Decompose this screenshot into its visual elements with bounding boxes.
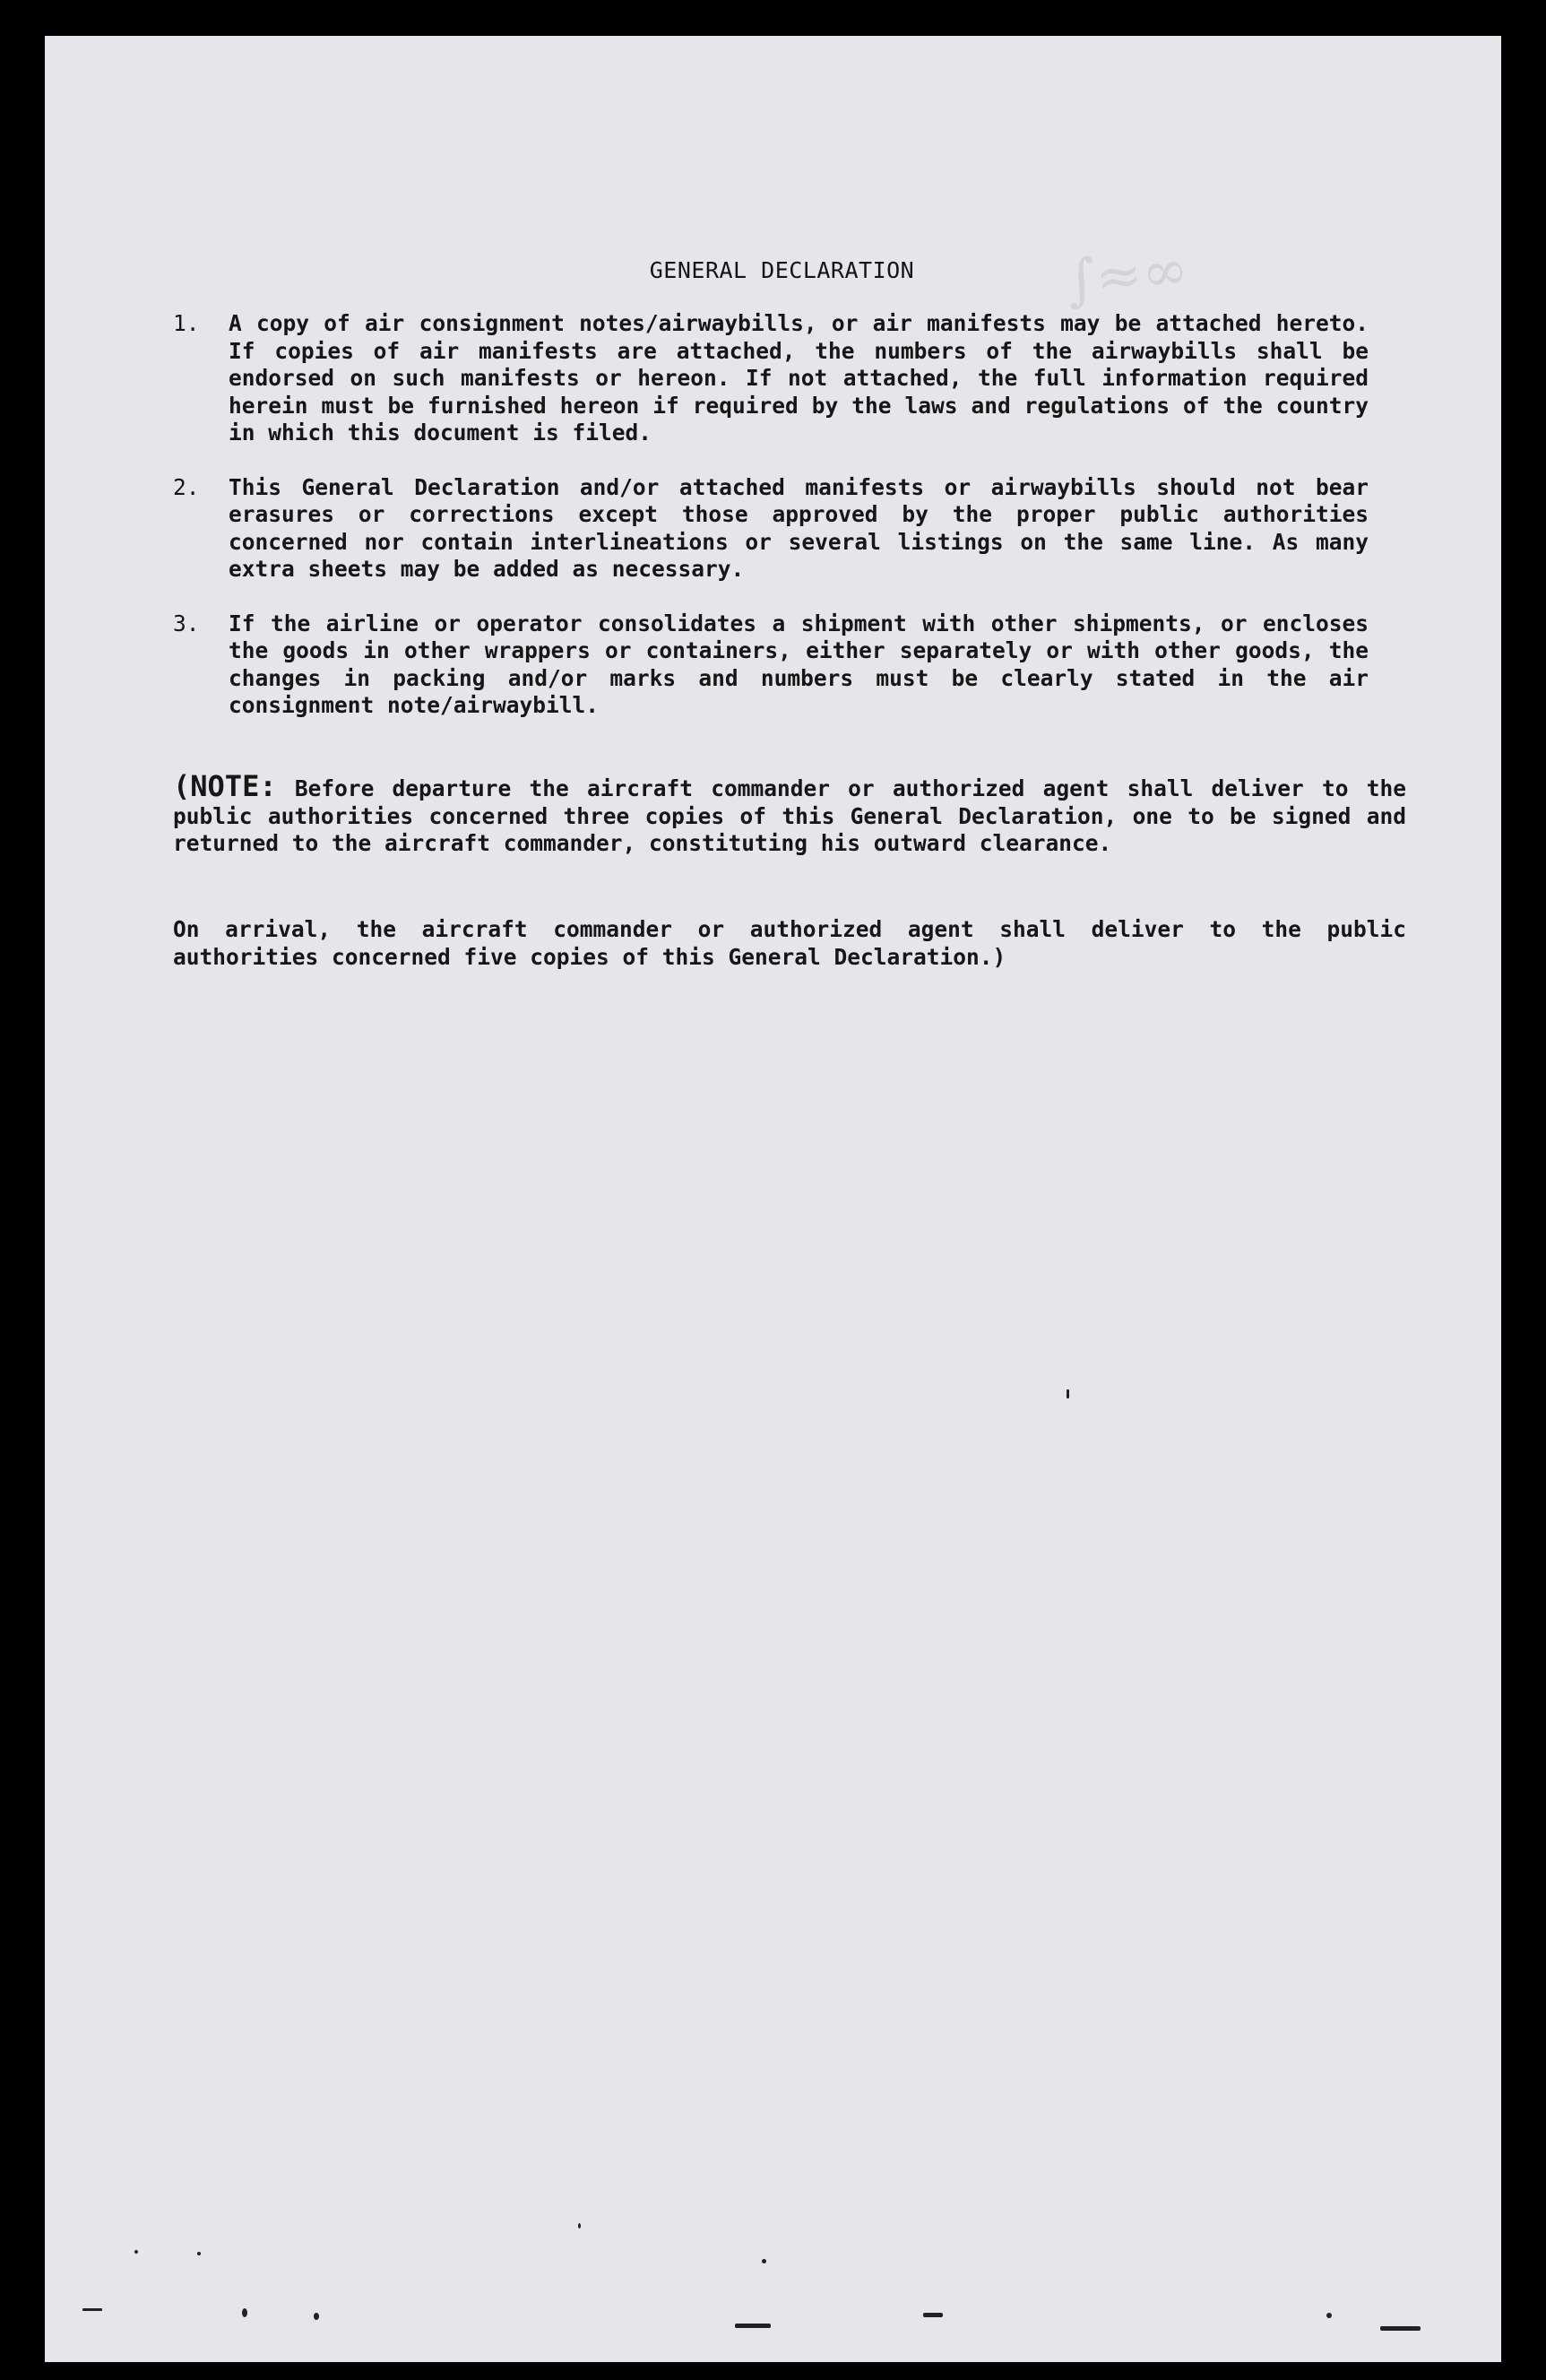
item-number: 3. (173, 610, 200, 636)
scan-speck (578, 2223, 581, 2229)
bleed-through-handwriting: ∫≈∞ (1063, 236, 1192, 314)
item-text: This General Declaration and/or attached manifests or airwaybills should not bear erasures or corrections except those approved by the proper public authorities concerned nor contain interlineations or several listings on the same line. As many extra sheets may be added as necessary. (229, 473, 1369, 582)
scan-speck (923, 2313, 943, 2317)
scan-speck (762, 2259, 766, 2263)
instruction-item-2 (173, 474, 1410, 584)
scan-speck (314, 2313, 319, 2320)
scan-speck (197, 2252, 201, 2255)
note-lead: (NOTE: (173, 769, 277, 803)
scan-speck (82, 2308, 102, 2311)
scan-speck (134, 2250, 138, 2254)
instruction-item-3 (173, 610, 1410, 720)
scan-speck (1067, 1389, 1069, 1398)
instruction-list (173, 310, 1410, 747)
scan-speck (735, 2324, 771, 2328)
arrival-paragraph: On arrival, the aircraft commander or authorized agent shall deliver to the public authorities concerned five copies of this General Declaration.) (173, 916, 1406, 970)
item-text: A copy of air consignment notes/airwaybills, or air manifests may be attached hereto. If copies of air manifests are attached, the numbers of the airwaybills shall be endorsed on such manifests or hereon. If not attached, the full information required herein must be furnished hereon if required by the laws and regulations of the country in which this document is filed. (229, 310, 1369, 446)
item-number: 1. (173, 310, 200, 336)
scan-speck (242, 2308, 247, 2317)
instruction-item-1 (173, 310, 1410, 447)
item-number: 2. (173, 473, 200, 500)
note-paragraph (173, 769, 1406, 858)
document-page (45, 36, 1501, 2362)
note-text: Before departure the aircraft commander or authorized agent shall deliver to the public authorities concerned three copies of this General Declaration, one to be signed and returned to the aircraft commander, constituting his outward clearance. (173, 775, 1406, 856)
scan-speck (1326, 2313, 1332, 2318)
document-title: GENERAL DECLARATION (649, 257, 915, 283)
scan-speck (1380, 2326, 1421, 2331)
item-text: If the airline or operator consolidates a shipment with other shipments, or encloses the goods in other wrappers or containers, either separately or with other goods, the changes in packing and/or marks and numbers must be clearly stated in the air consignment note/airwaybill. (229, 610, 1369, 718)
